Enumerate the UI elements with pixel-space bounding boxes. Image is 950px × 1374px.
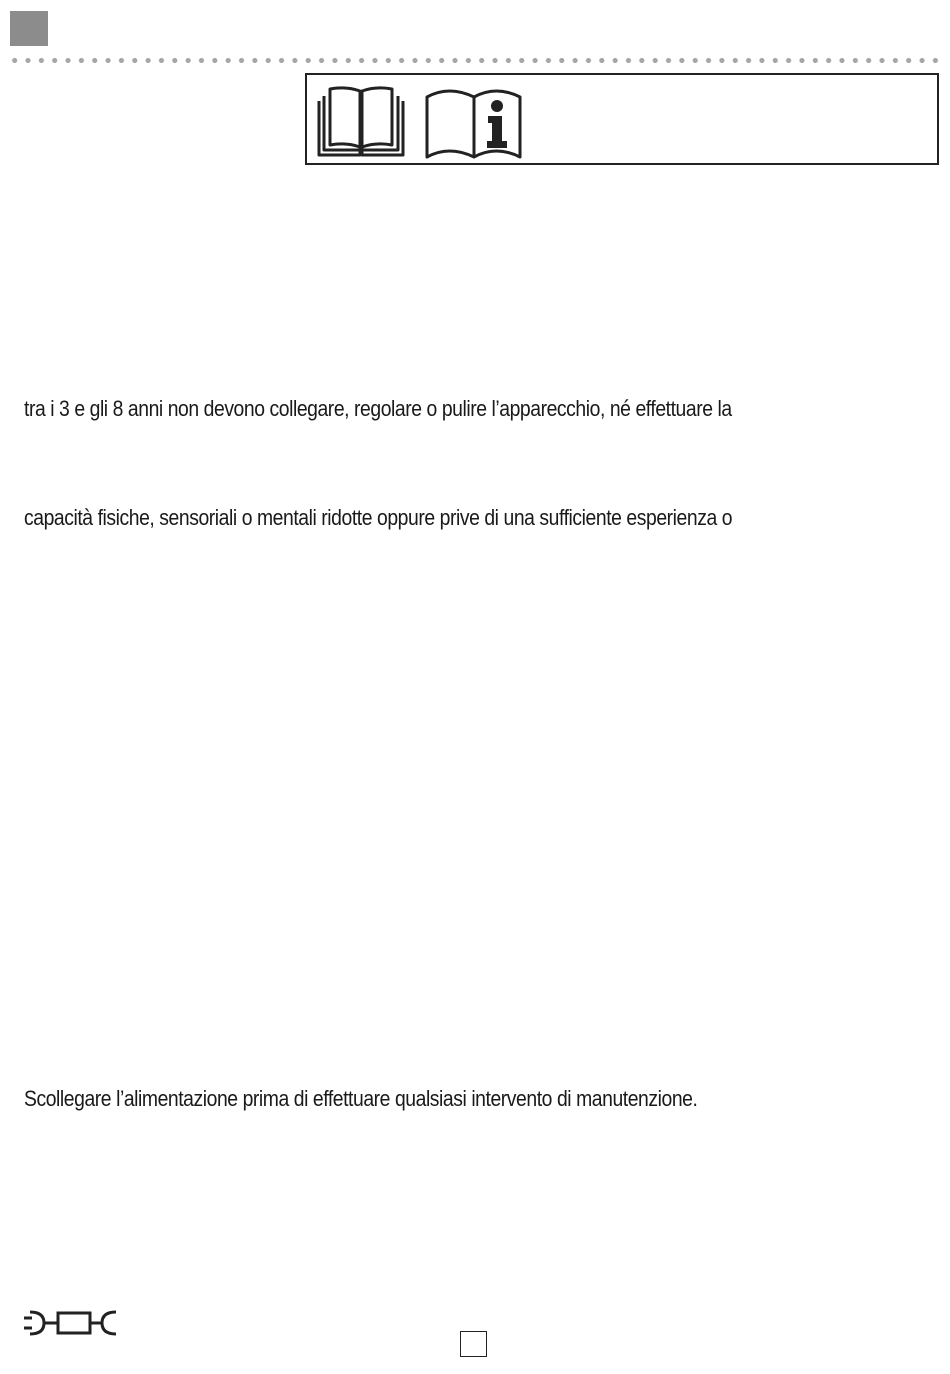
page-number-box xyxy=(460,1331,487,1357)
info-leaflet-icon xyxy=(424,83,524,159)
dotted-divider xyxy=(8,57,942,64)
body-text-line: capacità fisiche, sensoriali o mentali ridotte oppure prive di una sufficiente esperienza o xyxy=(24,505,733,530)
manual-symbols-box xyxy=(305,73,939,165)
plug-connector-icon xyxy=(24,1308,118,1338)
body-text-line: Scollegare l’alimentazione prima di effettuare qualsiasi intervento di manutenzione. xyxy=(24,1086,698,1111)
body-text-line: tra i 3 e gli 8 anni non devono collegare, regolare o pulire l’apparecchio, né effettuare la xyxy=(24,396,732,421)
book-icon xyxy=(316,83,406,159)
header-corner-square xyxy=(10,11,48,46)
